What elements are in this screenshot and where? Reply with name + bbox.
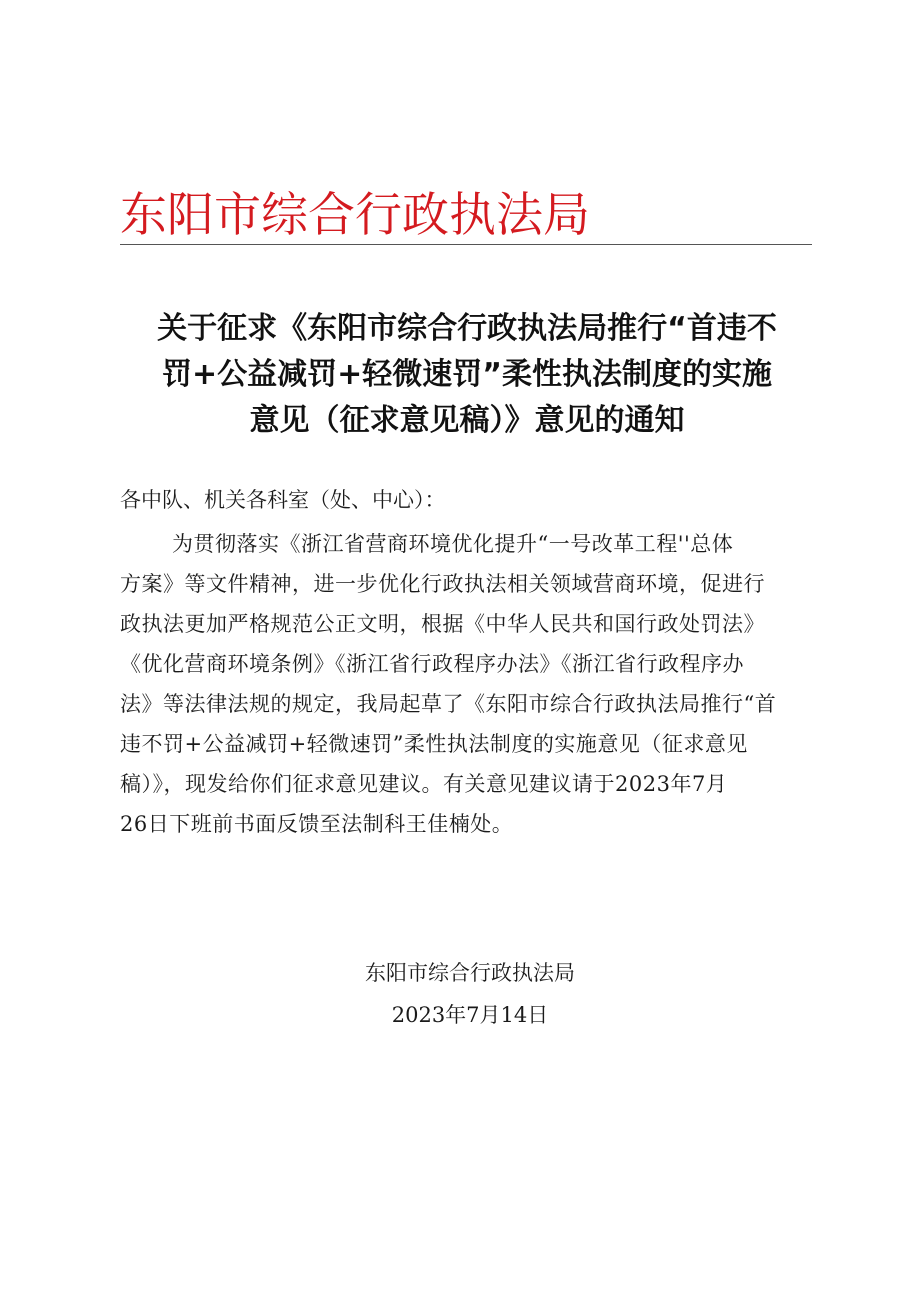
- signature-block: [340, 952, 600, 1036]
- salutation: 各中队、机关各科室（处、中心）：: [120, 488, 446, 512]
- header-divider: [120, 244, 812, 245]
- paragraph-line: 法》等法律法规的规定，我局起草了《东阳市综合行政执法局推行“首: [120, 692, 777, 716]
- signature-issuer: 东阳市综合行政执法局: [365, 961, 575, 985]
- paragraph-line: 稿）》，现发给你们征求意见建议。有关意见建议请于2023年7月: [120, 772, 728, 796]
- document-title: [114, 306, 820, 444]
- paragraph-line: 《优化营商环境条例》《浙江省行政程序办法》《浙江省行政程序办: [120, 652, 744, 676]
- title-line-3: 意见（征求意见稿）》意见的通知: [249, 403, 685, 438]
- paragraph-line: 26日下班前书面反馈至法制科王佳楠处。: [120, 812, 514, 836]
- paragraph-line: 方案》等文件精神，进一步优化行政执法相关领域营商环境，促进行: [120, 572, 765, 596]
- agency-header-title: 东阳市综合行政执法局: [120, 188, 590, 243]
- title-line-1: 关于征求《东阳市综合行政执法局推行“首违不: [157, 311, 777, 346]
- document-body: [120, 480, 810, 844]
- title-line-2: 罚+公益减罚+轻微速罚”柔性执法制度的实施: [162, 357, 772, 392]
- signature-date: 2023年7月14日: [391, 1003, 549, 1027]
- paragraph-line: 违不罚+公益减罚+轻微速罚”柔性执法制度的实施意见（征求意见: [120, 732, 748, 756]
- paragraph-line: 为贯彻落实《浙江省营商环境优化提升“一号改革工程''总体: [172, 532, 734, 556]
- paragraph-line: 政执法更加严格规范公正文明，根据《中华人民共和国行政处罚法》: [120, 612, 765, 636]
